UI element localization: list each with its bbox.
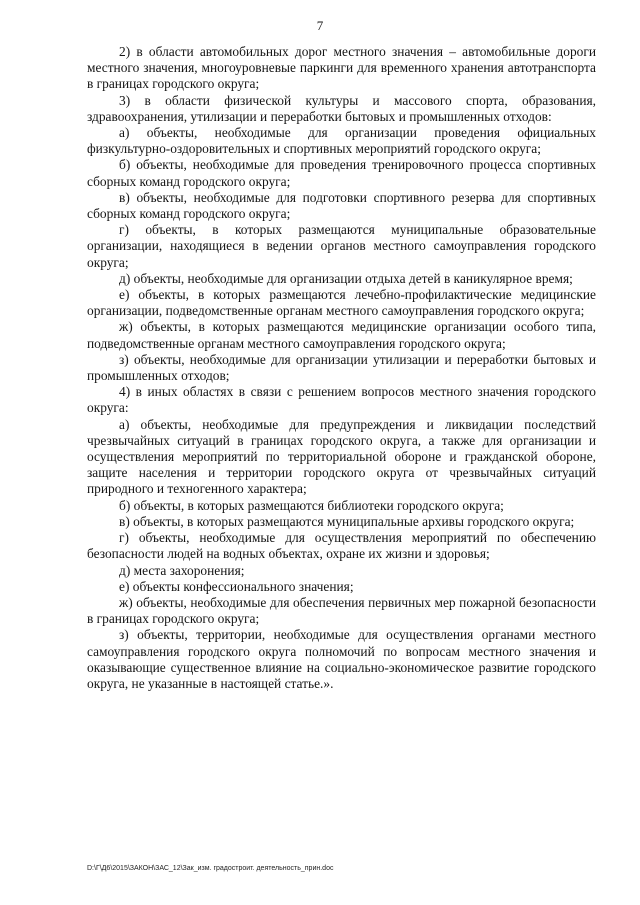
paragraph-sport-education-health: 3) в области физической культуры и массового спорта, образования, здравоохранения, утилизации и переработки бытовых и промышленных отходов: [87, 92, 596, 124]
footer-file-path: D:\Г\Д6\2015\ЗАКОН\ЗАС_12\Зак_изм. градостроит. деятельность_прин.doc [87, 865, 334, 872]
list-item-4b: б) объекты, в которых размещаются библиотеки городского округа; [119, 497, 504, 513]
list-item-4a: а) объекты, необходимые для предупреждения и ликвидации последствий чрезвычайных ситуаций в границах городского округа, а также для организации и осуществления мероприятий по территориальной обороне и гражданской обороне, защите населения и территории городского округа от чрезвычайных ситуаций природного и техногенного характера; [87, 416, 596, 497]
list-item-3z: з) объекты, необходимые для организации утилизации и переработки бытовых и промышленных отходов; [87, 351, 596, 384]
list-item-4z: з) объекты, территории, необходимые для осуществления органами местного самоуправления городского округа полномочий по вопросам местного значения и оказывающие существенное влияние на социально-экономическое развитие городского округа, не указанные в настоящей статье.». [87, 627, 596, 691]
list-item-4zh: ж) объекты, необходимые для обеспечения первичных мер пожарной безопасности в границах городского округа; [87, 594, 596, 627]
paragraph-roads: 2) в области автомобильных дорог местного значения – автомобильные дороги местного значения, многоуровневые паркинги для временного хранения автотранспорта в границах городского округа; [87, 44, 596, 92]
paragraph-other-areas: 4) в иных областях в связи с решением вопросов местного значения городского округа: [87, 384, 596, 416]
list-item-3d: д) объекты, необходимые для организации отдыха детей в каникулярное время; [119, 270, 573, 286]
list-item-3zh: ж) объекты, в которых размещаются медицинские организации особого типа, подведомственные органам местного самоуправления городского округа; [87, 319, 596, 351]
page-number: 7 [316, 18, 324, 33]
list-item-4v: в) объекты, в которых размещаются муниципальные архивы городского округа; [119, 513, 575, 529]
document-body [87, 44, 596, 692]
list-item-3v: в) объекты, необходимые для подготовки спортивного резерва для спортивных сборных команд городского округа; [87, 189, 596, 222]
list-item-3a: а) объекты, необходимые для организации проведения официальных физкультурно-оздоровительных и спортивных мероприятий городского округа; [87, 125, 596, 157]
list-item-4d: д) места захоронения; [119, 562, 245, 578]
list-item-3b: б) объекты, необходимые для проведения тренировочного процесса спортивных сборных команд городского округа; [87, 157, 596, 189]
list-item-3e: е) объекты, в которых размещаются лечебно-профилактические медицинские организации, подведомственные органам местного самоуправления городского округа; [87, 287, 596, 319]
list-item-4g: г) объекты, необходимые для осуществления мероприятий по обеспечению безопасности людей на водных объектах, охране их жизни и здоровья; [87, 530, 596, 562]
list-item-3g: г) объекты, в которых размещаются муниципальные образовательные организации, находящиеся в ведении органов местного самоуправления городского округа; [87, 222, 596, 270]
list-item-4e: е) объекты конфессионального значения; [119, 578, 354, 594]
